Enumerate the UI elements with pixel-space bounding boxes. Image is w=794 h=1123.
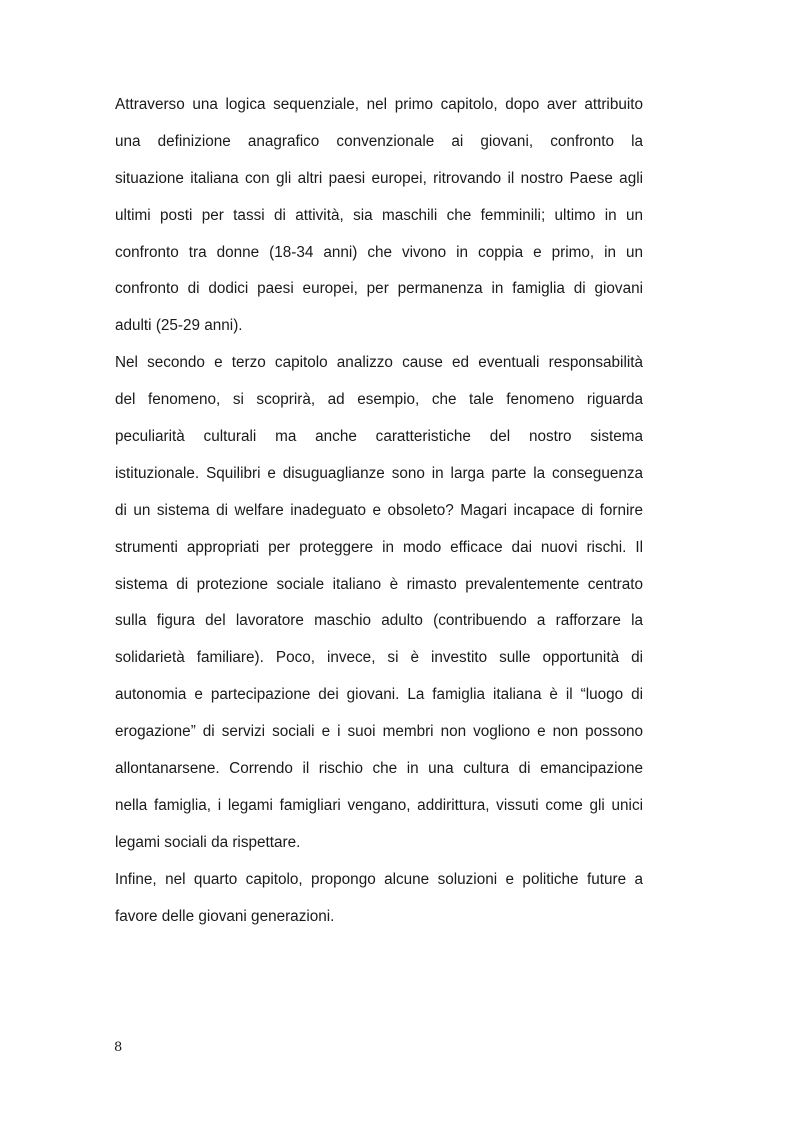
text-line: nella famiglia, i legami famigliari vengano, addirittura, vissuti come gli unici xyxy=(115,796,643,814)
text-line: favore delle giovani generazioni. xyxy=(115,907,335,925)
text-line: sulla figura del lavoratore maschio adulto (contribuendo a rafforzare la xyxy=(115,612,643,630)
paragraph-2 xyxy=(115,349,643,865)
text-line: situazione italiana con gli altri paesi europei, ritrovando il nostro Paese agli xyxy=(115,169,643,187)
text-line: sistema di protezione sociale italiano è rimasto prevalentemente centrato xyxy=(115,575,643,593)
paragraph-1 xyxy=(115,91,643,349)
text-line: di un sistema di welfare inadeguato e obsoleto? Magari incapace di fornire xyxy=(115,501,643,519)
text-line: confronto di dodici paesi europei, per permanenza in famiglia di giovani xyxy=(115,280,643,298)
text-line: confronto tra donne (18-34 anni) che vivono in coppia e primo, in un xyxy=(115,243,643,261)
text-line: peculiarità culturali ma anche caratteristiche del nostro sistema xyxy=(115,428,643,446)
text-line: allontanarsene. Correndo il rischio che in una cultura di emancipazione xyxy=(115,760,643,778)
text-line: autonomia e partecipazione dei giovani. La famiglia italiana è il “luogo di xyxy=(115,686,643,704)
text-line: del fenomeno, si scoprirà, ad esempio, che tale fenomeno riguarda xyxy=(115,391,643,409)
text-line: ultimi posti per tassi di attività, sia maschili che femminili; ultimo in un xyxy=(115,206,643,224)
page-number: 8 xyxy=(114,1040,123,1055)
paragraph-3 xyxy=(115,866,643,940)
text-line: una definizione anagrafico convenzionale ai giovani, confronto la xyxy=(115,132,643,150)
text-line: Infine, nel quarto capitolo, propongo alcune soluzioni e politiche future a xyxy=(115,870,643,888)
text-line: strumenti appropriati per proteggere in modo efficace dai nuovi rischi. Il xyxy=(115,538,643,556)
text-line: legami sociali da rispettare. xyxy=(115,833,301,851)
text-line: istituzionale. Squilibri e disuguaglianze sono in larga parte la conseguenza xyxy=(115,464,643,482)
text-line: adulti (25-29 anni). xyxy=(115,317,243,335)
text-line: Nel secondo e terzo capitolo analizzo cause ed eventuali responsabilità xyxy=(115,354,643,372)
text-line: Attraverso una logica sequenziale, nel primo capitolo, dopo aver attribuito xyxy=(115,96,643,113)
text-line: solidarietà familiare). Poco, invece, si è investito sulle opportunità di xyxy=(115,649,643,667)
text-line: erogazione” di servizi sociali e i suoi membri non vogliono e non possono xyxy=(115,723,643,741)
body-text xyxy=(115,91,643,939)
